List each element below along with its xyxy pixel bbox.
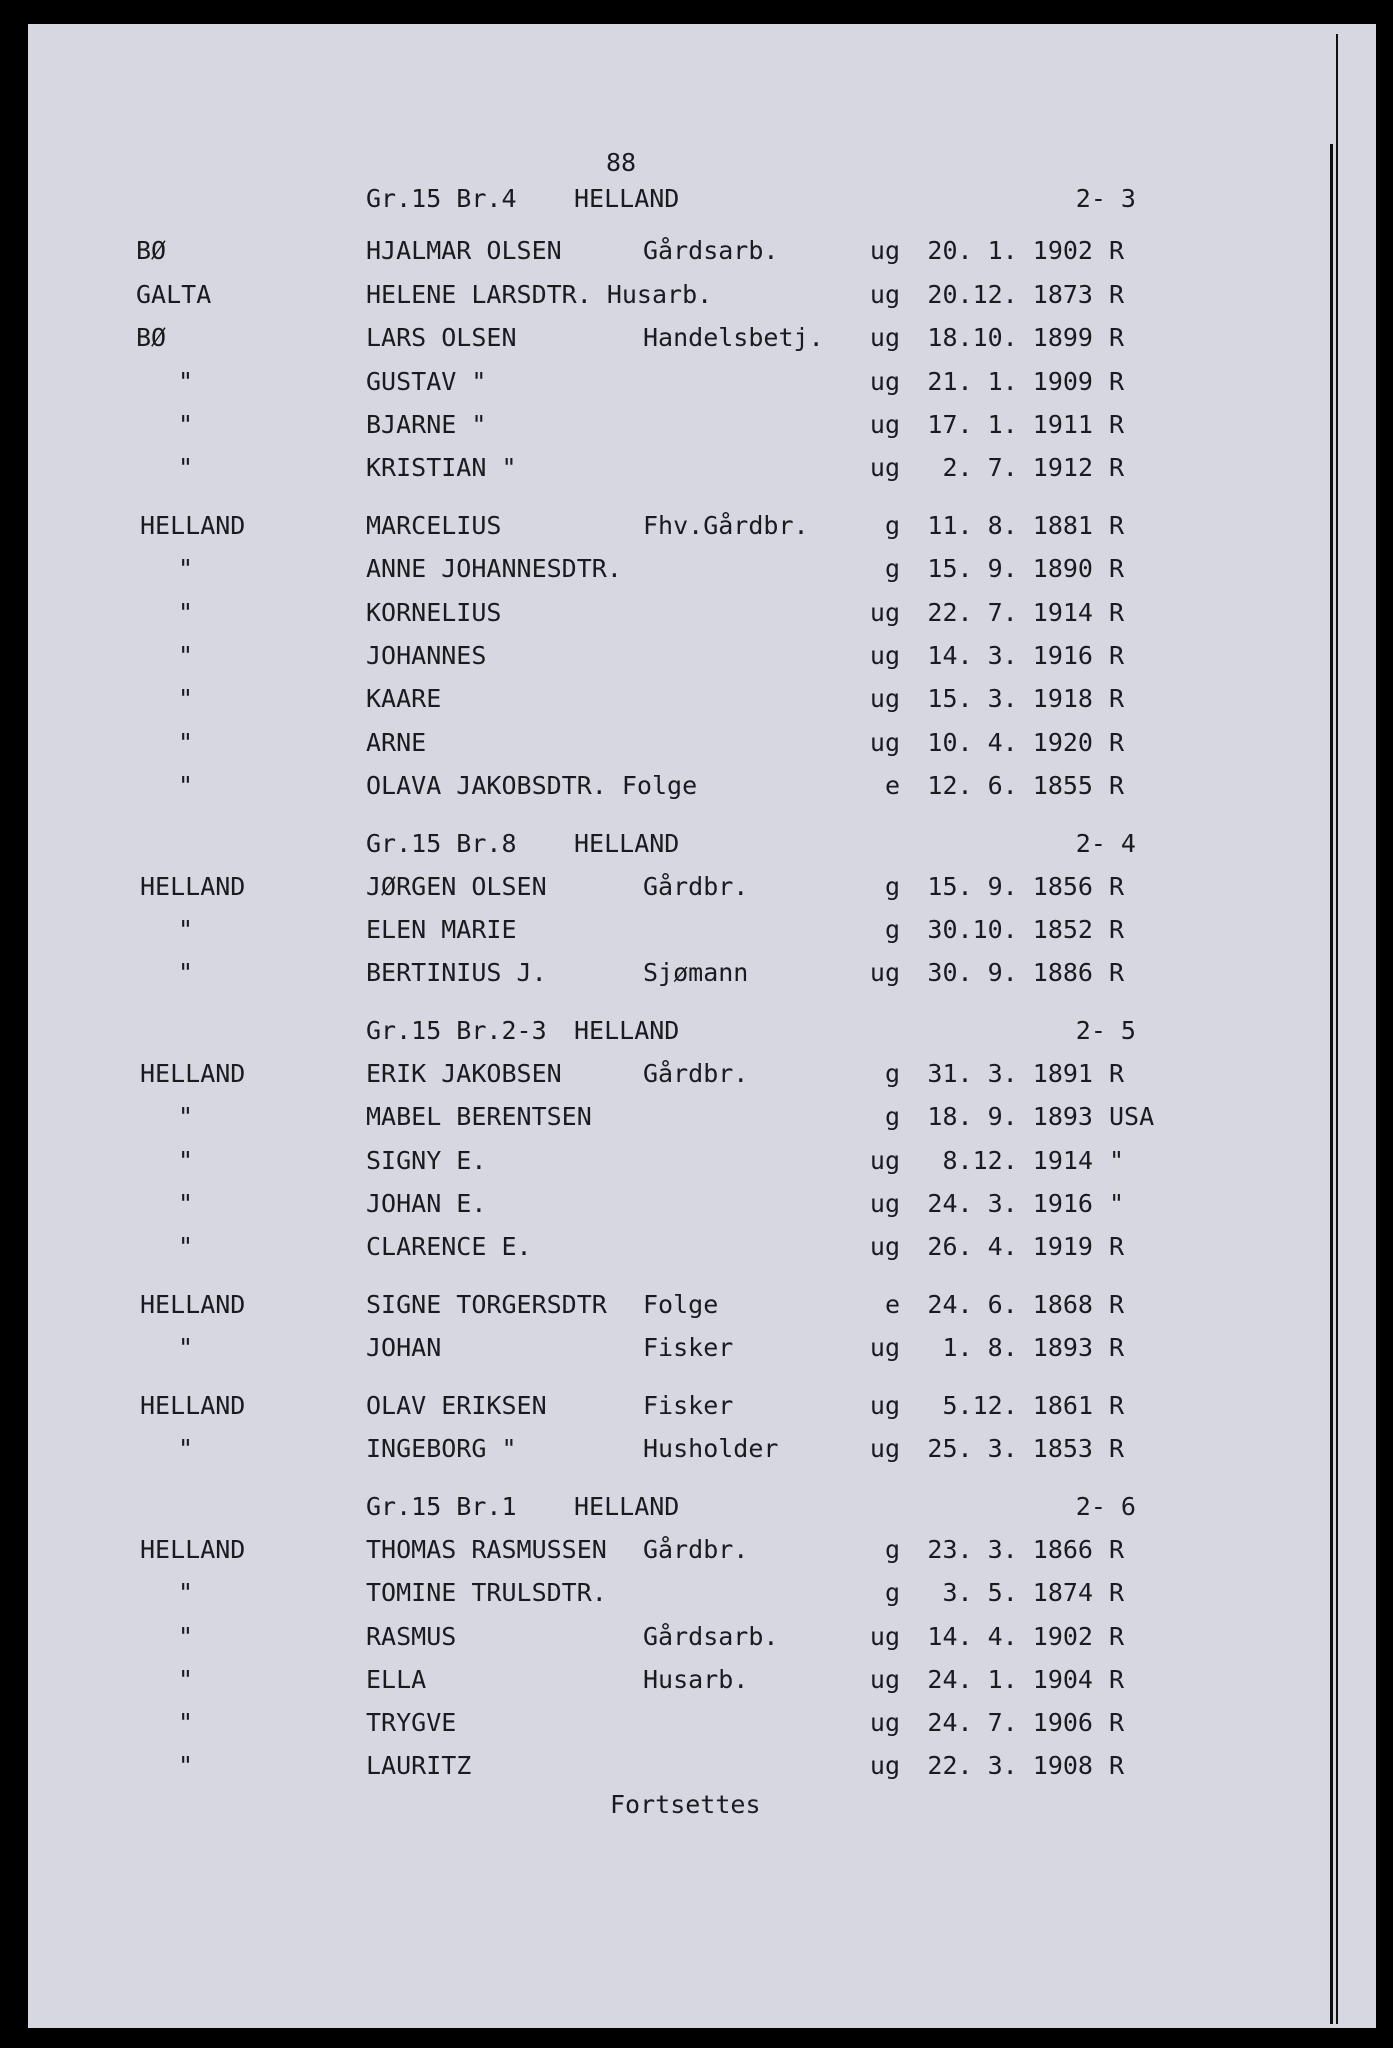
group-farm: HELLAND	[574, 184, 680, 213]
person-name: MABEL BERENTSEN	[366, 1102, 592, 1131]
marital-status: ug	[869, 1333, 900, 1362]
place: "	[178, 367, 194, 396]
marital-status: ug	[869, 1708, 900, 1737]
place: "	[178, 915, 194, 944]
residence: R	[1109, 1232, 1125, 1261]
residence: R	[1109, 1622, 1125, 1651]
marital-status: g	[884, 511, 900, 540]
document-page	[28, 24, 1376, 2028]
residence: R	[1109, 1665, 1125, 1694]
person-name: OLAVA JAKOBSDTR. Folge	[366, 771, 698, 800]
person-name: INGEBORG "	[366, 1434, 517, 1463]
residence: R	[1109, 1333, 1125, 1362]
place: "	[178, 641, 194, 670]
group-id: Gr.15 Br.8	[366, 829, 517, 858]
marital-status: g	[884, 1535, 900, 1564]
place: HELLAND	[140, 1290, 246, 1319]
place: "	[178, 410, 194, 439]
birth-date: 20. 1. 1902	[927, 236, 1093, 265]
marital-status: ug	[869, 410, 900, 439]
birth-date: 31. 3. 1891	[927, 1059, 1093, 1088]
person-name: ERIK JAKOBSEN	[366, 1059, 562, 1088]
birth-date: 26. 4. 1919	[927, 1232, 1093, 1261]
occupation: Gårdbr.	[643, 1059, 749, 1088]
place: "	[178, 1665, 194, 1694]
marital-status: ug	[869, 598, 900, 627]
birth-date: 14. 4. 1902	[927, 1622, 1093, 1651]
place: "	[178, 728, 194, 757]
marital-status: ug	[869, 728, 900, 757]
person-name: KRISTIAN "	[366, 453, 517, 482]
group-ref: 2- 6	[1075, 1492, 1136, 1521]
person-name: MARCELIUS	[366, 511, 502, 540]
birth-date: 24. 6. 1868	[927, 1290, 1093, 1319]
place: "	[178, 771, 194, 800]
place: "	[178, 958, 194, 987]
residence: R	[1109, 598, 1125, 627]
group-farm: HELLAND	[574, 829, 680, 858]
marital-status: g	[884, 1059, 900, 1088]
page-number: 88	[606, 148, 637, 177]
person-name: SIGNY E.	[366, 1146, 487, 1175]
birth-date: 18.10. 1899	[927, 323, 1093, 352]
person-name: SIGNE TORGERSDTR	[366, 1290, 607, 1319]
occupation: Fhv.Gårdbr.	[643, 511, 809, 540]
birth-date: 24. 1. 1904	[927, 1665, 1093, 1694]
group-id: Gr.15 Br.1	[366, 1492, 517, 1521]
residence: R	[1109, 554, 1125, 583]
person-name: JOHAN E.	[366, 1189, 487, 1218]
footer-continued: Fortsettes	[610, 1790, 761, 1819]
marital-status: ug	[869, 1391, 900, 1420]
person-name: CLARENCE E.	[366, 1232, 532, 1261]
person-name: HJALMAR OLSEN	[366, 236, 562, 265]
place: "	[178, 1333, 194, 1362]
place: "	[178, 1146, 194, 1175]
birth-date: 22. 7. 1914	[927, 598, 1093, 627]
person-name: KORNELIUS	[366, 598, 502, 627]
birth-date: 15. 9. 1890	[927, 554, 1093, 583]
place: "	[178, 1102, 194, 1131]
residence: R	[1109, 641, 1125, 670]
occupation: Handelsbetj.	[643, 323, 824, 352]
marital-status: ug	[869, 1751, 900, 1780]
birth-date: 11. 8. 1881	[927, 511, 1093, 540]
place: "	[178, 1434, 194, 1463]
occupation: Folge	[643, 1290, 719, 1319]
person-name: KAARE	[366, 684, 442, 713]
person-name: TOMINE TRULSDTR.	[366, 1578, 607, 1607]
birth-date: 24. 3. 1916	[927, 1189, 1093, 1218]
person-name: LAURITZ	[366, 1751, 472, 1780]
place: "	[178, 1578, 194, 1607]
place: BØ	[136, 323, 167, 352]
person-name: OLAV ERIKSEN	[366, 1391, 547, 1420]
birth-date: 14. 3. 1916	[927, 641, 1093, 670]
birth-date: 24. 7. 1906	[927, 1708, 1093, 1737]
place: "	[178, 1189, 194, 1218]
place: HELLAND	[140, 1391, 246, 1420]
place: BØ	[136, 236, 167, 265]
marital-status: g	[884, 1102, 900, 1131]
birth-date: 18. 9. 1893	[927, 1102, 1093, 1131]
residence: R	[1109, 771, 1125, 800]
group-id: Gr.15 Br.2-3	[366, 1016, 547, 1045]
birth-date: 20.12. 1873	[927, 280, 1093, 309]
residence: R	[1109, 958, 1125, 987]
residence: R	[1109, 280, 1125, 309]
marital-status: ug	[869, 280, 900, 309]
marital-status: ug	[869, 1622, 900, 1651]
birth-date: 5.12. 1861	[942, 1391, 1093, 1420]
person-name: BERTINIUS J.	[366, 958, 547, 987]
place: GALTA	[136, 280, 212, 309]
right-border-line	[1330, 144, 1333, 2024]
group-ref: 2- 3	[1075, 184, 1136, 213]
marital-status: g	[884, 1578, 900, 1607]
place: "	[178, 1232, 194, 1261]
marital-status: ug	[869, 1232, 900, 1261]
residence: USA	[1109, 1102, 1155, 1131]
birth-date: 25. 3. 1853	[927, 1434, 1093, 1463]
birth-date: 10. 4. 1920	[927, 728, 1093, 757]
person-name: JØRGEN OLSEN	[366, 872, 547, 901]
place: HELLAND	[140, 1059, 246, 1088]
residence: R	[1109, 1578, 1125, 1607]
person-name: HELENE LARSDTR. Husarb.	[366, 280, 713, 309]
marital-status: e	[884, 771, 900, 800]
residence: R	[1109, 323, 1125, 352]
place: "	[178, 1622, 194, 1651]
place: "	[178, 598, 194, 627]
marital-status: ug	[869, 958, 900, 987]
marital-status: g	[884, 554, 900, 583]
residence: R	[1109, 872, 1125, 901]
occupation: Gårdsarb.	[643, 1622, 779, 1651]
residence: "	[1109, 1146, 1125, 1175]
occupation: Husarb.	[643, 1665, 749, 1694]
birth-date: 3. 5. 1874	[942, 1578, 1093, 1607]
residence: R	[1109, 511, 1125, 540]
person-name: ARNE	[366, 728, 427, 757]
marital-status: ug	[869, 1434, 900, 1463]
place: "	[178, 684, 194, 713]
group-ref: 2- 4	[1075, 829, 1136, 858]
residence: R	[1109, 915, 1125, 944]
place: "	[178, 453, 194, 482]
marital-status: ug	[869, 236, 900, 265]
right-border-line-outer	[1336, 34, 1338, 2024]
marital-status: ug	[869, 453, 900, 482]
residence: R	[1109, 453, 1125, 482]
residence: R	[1109, 728, 1125, 757]
marital-status: ug	[869, 641, 900, 670]
person-name: ELEN MARIE	[366, 915, 517, 944]
place: "	[178, 1708, 194, 1737]
occupation: Gårdbr.	[643, 1535, 749, 1564]
group-farm: HELLAND	[574, 1016, 680, 1045]
person-name: JOHANNES	[366, 641, 487, 670]
marital-status: ug	[869, 1665, 900, 1694]
place: HELLAND	[140, 872, 246, 901]
person-name: JOHAN	[366, 1333, 442, 1362]
person-name: ELLA	[366, 1665, 427, 1694]
group-id: Gr.15 Br.4	[366, 184, 517, 213]
birth-date: 30. 9. 1886	[927, 958, 1093, 987]
occupation: Fisker	[643, 1391, 734, 1420]
person-name: ANNE JOHANNESDTR.	[366, 554, 622, 583]
place: "	[178, 554, 194, 583]
birth-date: 15. 9. 1856	[927, 872, 1093, 901]
residence: R	[1109, 1290, 1125, 1319]
marital-status: ug	[869, 367, 900, 396]
person-name: THOMAS RASMUSSEN	[366, 1535, 607, 1564]
place: HELLAND	[140, 1535, 246, 1564]
occupation: Gårdbr.	[643, 872, 749, 901]
occupation: Husholder	[643, 1434, 779, 1463]
residence: R	[1109, 236, 1125, 265]
residence: R	[1109, 367, 1125, 396]
marital-status: e	[884, 1290, 900, 1319]
residence: R	[1109, 410, 1125, 439]
place: HELLAND	[140, 511, 246, 540]
group-ref: 2- 5	[1075, 1016, 1136, 1045]
residence: R	[1109, 1434, 1125, 1463]
residence: R	[1109, 1708, 1125, 1737]
residence: R	[1109, 1391, 1125, 1420]
group-farm: HELLAND	[574, 1492, 680, 1521]
birth-date: 21. 1. 1909	[927, 367, 1093, 396]
marital-status: g	[884, 872, 900, 901]
residence: "	[1109, 1189, 1125, 1218]
birth-date: 15. 3. 1918	[927, 684, 1093, 713]
marital-status: ug	[869, 1146, 900, 1175]
birth-date: 30.10. 1852	[927, 915, 1093, 944]
birth-date: 23. 3. 1866	[927, 1535, 1093, 1564]
marital-status: g	[884, 915, 900, 944]
residence: R	[1109, 1059, 1125, 1088]
place: "	[178, 1751, 194, 1780]
birth-date: 12. 6. 1855	[927, 771, 1093, 800]
birth-date: 8.12. 1914	[942, 1146, 1093, 1175]
marital-status: ug	[869, 323, 900, 352]
residence: R	[1109, 1535, 1125, 1564]
occupation: Fisker	[643, 1333, 734, 1362]
residence: R	[1109, 1751, 1125, 1780]
person-name: RASMUS	[366, 1622, 457, 1651]
person-name: LARS OLSEN	[366, 323, 517, 352]
birth-date: 22. 3. 1908	[927, 1751, 1093, 1780]
person-name: BJARNE "	[366, 410, 487, 439]
person-name: TRYGVE	[366, 1708, 457, 1737]
occupation: Gårdsarb.	[643, 236, 779, 265]
residence: R	[1109, 684, 1125, 713]
birth-date: 1. 8. 1893	[942, 1333, 1093, 1362]
marital-status: ug	[869, 684, 900, 713]
occupation: Sjømann	[643, 958, 749, 987]
birth-date: 2. 7. 1912	[942, 453, 1093, 482]
person-name: GUSTAV "	[366, 367, 487, 396]
birth-date: 17. 1. 1911	[927, 410, 1093, 439]
marital-status: ug	[869, 1189, 900, 1218]
